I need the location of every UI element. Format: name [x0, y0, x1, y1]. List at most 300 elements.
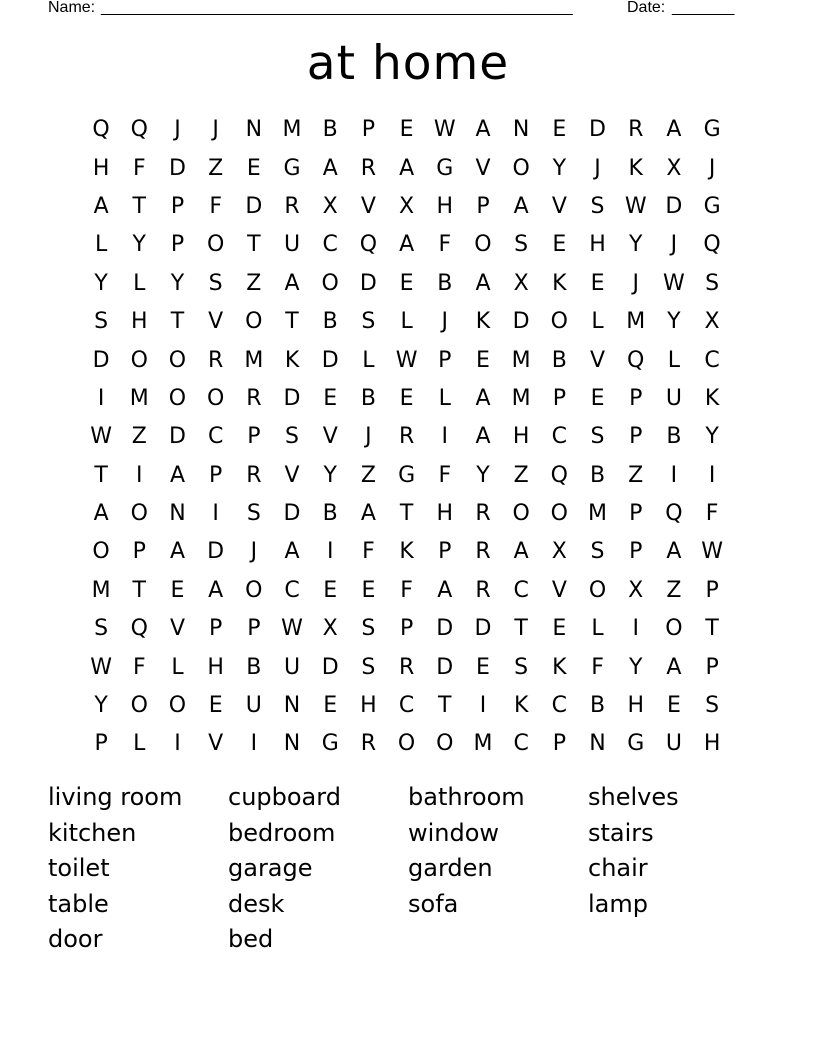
grid-row — [82, 457, 732, 495]
grid-letter: O — [512, 155, 530, 181]
grid-letter: W — [701, 539, 723, 565]
grid-letter: V — [169, 616, 185, 642]
grid-letter: D — [283, 385, 301, 411]
grid-letter: P — [247, 424, 261, 450]
word-list-item: chair — [588, 854, 648, 882]
grid-letter: P — [209, 616, 223, 642]
grid-letter: C — [513, 731, 529, 757]
word-list-item: living room — [48, 783, 183, 811]
grid-letter: E — [590, 270, 605, 296]
grid-letter: V — [590, 347, 606, 373]
page-title: at home — [306, 36, 510, 91]
grid-letter: S — [361, 309, 376, 335]
grid-letter: H — [92, 155, 110, 181]
grid-letter: A — [399, 155, 415, 181]
grid-letter: A — [399, 232, 415, 258]
grid-letter: A — [475, 385, 491, 411]
grid-letter: Y — [628, 654, 643, 680]
grid-row — [82, 572, 732, 610]
grid-letter: S — [285, 424, 300, 450]
grid-letter: D — [436, 654, 454, 680]
grid-letter: B — [551, 347, 567, 373]
grid-letter: X — [322, 616, 338, 642]
grid-letter: I — [326, 539, 334, 565]
grid-letter: E — [323, 385, 338, 411]
word-list — [48, 780, 768, 958]
grid-letter: X — [513, 270, 529, 296]
grid-letter: Y — [170, 270, 185, 296]
word-list-item: table — [48, 889, 109, 918]
grid-letter: N — [589, 731, 606, 757]
grid-letter: P — [629, 501, 643, 527]
word-list-item: toilet — [48, 854, 110, 882]
grid-letter: W — [281, 616, 303, 642]
word-list-item: garden — [408, 854, 493, 882]
grid-letter: O — [130, 347, 148, 373]
grid-letter: E — [476, 347, 490, 373]
grid-letter: W — [90, 424, 112, 450]
grid-letter: K — [284, 347, 300, 373]
grid-letter: T — [170, 309, 185, 335]
grid-letter: P — [629, 424, 643, 450]
grid-letter: P — [552, 385, 566, 411]
grid-letter: W — [624, 193, 647, 219]
grid-letter: E — [552, 117, 567, 143]
grid-letter: X — [666, 155, 682, 181]
grid-letter: I — [174, 731, 181, 757]
grid-letter: P — [94, 731, 108, 757]
grid-letter: T — [438, 693, 452, 719]
word-list-item: shelves — [588, 783, 679, 811]
grid-letter: S — [94, 616, 109, 642]
grid-letter: L — [133, 270, 146, 296]
grid-letter: L — [400, 309, 413, 335]
grid-letter: Z — [666, 577, 682, 603]
grid-letter: P — [438, 347, 452, 373]
grid-letter: R — [208, 347, 224, 373]
grid-letter: Z — [628, 462, 644, 488]
grid-letter: A — [475, 117, 491, 143]
grid-letter: G — [398, 462, 416, 488]
grid-letter: O — [512, 501, 530, 527]
grid-letter: E — [476, 654, 490, 680]
grid-letter: F — [705, 501, 719, 527]
word-list-item: sofa — [408, 889, 459, 918]
grid-letter: V — [208, 309, 224, 335]
grid-letter: E — [399, 385, 414, 411]
grid-letter: H — [131, 309, 148, 335]
grid-letter: I — [479, 693, 487, 719]
grid-row — [82, 226, 732, 264]
grid-letter: R — [475, 539, 491, 565]
grid-letter: X — [628, 577, 644, 603]
grid-letter: N — [169, 501, 186, 527]
grid-letter: M — [588, 501, 608, 527]
grid-letter: I — [212, 501, 219, 527]
grid-letter: O — [168, 347, 187, 373]
grid-letter: I — [250, 731, 258, 757]
grid-row — [82, 533, 732, 571]
grid-letter: A — [666, 654, 682, 680]
grid-letter: B — [360, 385, 376, 411]
grid-letter: V — [208, 731, 224, 757]
grid-letter: Q — [130, 616, 148, 642]
grid-letter: K — [552, 654, 567, 680]
grid-letter: I — [136, 462, 143, 488]
grid-letter: M — [129, 385, 149, 411]
grid-letter: A — [360, 501, 376, 527]
grid-letter: F — [400, 577, 413, 603]
grid-letter: P — [476, 193, 490, 219]
grid-row — [82, 610, 732, 648]
grid-letter: S — [246, 501, 261, 527]
grid-letter: K — [552, 270, 567, 296]
grid-letter: J — [594, 155, 601, 181]
grid-letter: T — [285, 309, 299, 335]
grid-letter: A — [322, 155, 338, 181]
grid-letter: K — [475, 309, 491, 335]
word-list-item: desk — [228, 889, 285, 918]
grid-letter: B — [589, 462, 606, 488]
grid-letter: Q — [550, 462, 568, 488]
grid-letter: Z — [208, 155, 224, 181]
grid-letter: O — [397, 731, 416, 757]
grid-letter: L — [591, 616, 604, 642]
grid-letter: D — [92, 347, 110, 373]
grid-letter: X — [704, 309, 720, 335]
grid-letter: P — [361, 117, 376, 143]
grid-letter: J — [632, 270, 639, 296]
grid-letter: X — [322, 193, 338, 219]
date-label: Date: — [627, 0, 666, 16]
word-list-item: door — [48, 925, 103, 953]
grid-letter: Z — [360, 462, 376, 488]
grid-row — [82, 495, 732, 533]
grid-letter: R — [475, 577, 491, 603]
header-line — [48, 0, 748, 20]
grid-letter: H — [703, 731, 721, 757]
grid-letter: D — [321, 347, 339, 373]
grid-letter: R — [398, 424, 415, 450]
grid-letter: T — [132, 577, 146, 603]
grid-letter: H — [589, 232, 606, 258]
grid-letter: F — [132, 155, 146, 181]
grid-letter: S — [590, 424, 605, 450]
grid-letter: L — [171, 654, 184, 680]
grid-letter: F — [438, 232, 452, 258]
grid-row — [82, 303, 732, 341]
grid-letter: T — [132, 193, 146, 219]
grid-letter: G — [321, 731, 339, 757]
grid-letter: O — [168, 693, 187, 719]
grid-letter: V — [551, 193, 567, 219]
grid-letter: F — [132, 654, 146, 680]
grid-letter: P — [170, 232, 185, 258]
grid-letter: S — [361, 654, 376, 680]
grid-letter: E — [170, 577, 185, 603]
word-list-item: window — [408, 818, 500, 847]
grid-letter: S — [590, 539, 605, 565]
grid-letter: B — [322, 117, 338, 143]
grid-letter: D — [168, 155, 186, 181]
grid-letter: E — [666, 693, 681, 719]
grid-letter: D — [207, 539, 225, 565]
grid-letter: C — [513, 577, 529, 603]
grid-letter: R — [246, 385, 262, 411]
grid-letter: V — [284, 462, 300, 488]
grid-letter: K — [399, 539, 414, 565]
date-blank-line: _______ — [672, 0, 735, 16]
grid-letter: J — [250, 539, 258, 565]
grid-letter: B — [589, 693, 606, 719]
grid-letter: N — [283, 731, 301, 757]
grid-letter: H — [207, 654, 224, 680]
word-list-item: kitchen — [48, 818, 137, 847]
grid-letter: R — [475, 501, 491, 527]
grid-letter: L — [133, 731, 146, 757]
grid-letter: M — [511, 385, 531, 411]
grid-letter: V — [360, 193, 376, 219]
grid-letter: P — [705, 577, 719, 603]
grid-letter: I — [441, 424, 449, 450]
grid-letter: R — [628, 117, 644, 143]
grid-row — [82, 725, 732, 763]
grid-letter: Z — [131, 424, 147, 450]
word-list-item: bed — [228, 925, 274, 953]
grid-letter: O — [130, 693, 148, 719]
grid-letter: O — [550, 309, 568, 335]
grid-row — [82, 111, 732, 149]
grid-letter: B — [322, 501, 338, 527]
grid-letter: P — [629, 539, 643, 565]
grid-letter: P — [552, 731, 566, 757]
grid-letter: C — [322, 232, 338, 258]
grid-letter: W — [90, 654, 112, 680]
grid-letter: E — [552, 616, 567, 642]
grid-letter: J — [212, 117, 219, 143]
grid-letter: E — [361, 577, 376, 603]
grid-letter: T — [705, 616, 719, 642]
grid-letter: C — [551, 693, 568, 719]
grid-letter: C — [704, 347, 720, 373]
grid-row — [82, 418, 732, 456]
grid-letter: I — [632, 616, 639, 642]
grid-letter: J — [441, 309, 449, 335]
grid-letter: J — [670, 232, 678, 258]
grid-row — [82, 265, 732, 303]
grid-letter: I — [97, 385, 105, 411]
grid-letter: N — [512, 117, 530, 143]
grid-letter: L — [591, 309, 604, 335]
grid-row — [82, 380, 732, 418]
grid-letter: W — [395, 347, 418, 373]
grid-row — [82, 188, 732, 226]
grid-letter: O — [92, 539, 110, 565]
grid-letter: Q — [703, 232, 721, 258]
grid-letter: F — [362, 539, 375, 565]
grid-letter: Y — [476, 462, 490, 488]
grid-letter: H — [360, 693, 377, 719]
grid-letter: E — [399, 117, 414, 143]
grid-letter: Y — [705, 424, 719, 450]
grid-letter: L — [667, 347, 681, 373]
grid-letter: A — [666, 539, 682, 565]
grid-letter: K — [513, 693, 529, 719]
grid-letter: V — [475, 155, 491, 181]
grid-letter: A — [284, 539, 300, 565]
grid-letter: Y — [667, 309, 681, 335]
grid-letter: O — [474, 232, 492, 258]
grid-letter: O — [206, 385, 225, 411]
grid-letter: A — [437, 577, 453, 603]
word-list-item: lamp — [588, 889, 648, 918]
grid-letter: D — [589, 117, 606, 143]
grid-letter: P — [399, 616, 414, 642]
grid-letter: D — [168, 424, 186, 450]
grid-letter: Q — [130, 117, 148, 143]
grid-letter: O — [206, 232, 225, 258]
grid-letter: E — [590, 385, 605, 411]
grid-letter: Z — [246, 270, 262, 296]
name-blank-line: _____________________________________________________ — [101, 0, 573, 16]
grid-letter: H — [436, 501, 454, 527]
grid-letter: Y — [323, 462, 337, 488]
grid-letter: I — [670, 462, 678, 488]
grid-letter: D — [436, 616, 454, 642]
grid-letter: Y — [132, 232, 146, 258]
grid-letter: S — [590, 193, 605, 219]
word-list-item: cupboard — [228, 783, 341, 811]
grid-letter: G — [283, 155, 301, 181]
grid-letter: D — [245, 193, 263, 219]
grid-letter: A — [475, 270, 491, 296]
grid-letter: B — [246, 654, 262, 680]
grid-letter: Z — [513, 462, 529, 488]
grid-letter: S — [208, 270, 223, 296]
grid-letter: F — [591, 654, 604, 680]
grid-letter: U — [283, 654, 301, 680]
grid-letter: S — [361, 616, 376, 642]
grid-row — [82, 341, 732, 379]
grid-letter: A — [475, 424, 491, 450]
grid-letter: P — [438, 539, 452, 565]
grid-letter: T — [247, 232, 261, 258]
grid-letter: Y — [628, 232, 643, 258]
grid-letter: S — [705, 693, 720, 719]
grid-letter: U — [283, 232, 301, 258]
grid-letter: H — [512, 424, 530, 450]
grid-letter: A — [169, 462, 185, 488]
grid-letter: F — [438, 462, 452, 488]
grid-letter: S — [94, 309, 109, 335]
grid-letter: S — [514, 654, 529, 680]
grid-letter: Y — [552, 155, 567, 181]
grid-letter: F — [209, 193, 222, 219]
grid-letter: J — [174, 117, 181, 143]
grid-letter: B — [666, 424, 682, 450]
grid-letter: D — [512, 309, 530, 335]
grid-letter: K — [704, 385, 720, 411]
grid-letter: G — [627, 731, 645, 757]
grid-letter: L — [94, 232, 108, 258]
grid-letter: R — [284, 193, 300, 219]
grid-letter: O — [130, 501, 148, 527]
word-list-item: stairs — [588, 818, 654, 847]
grid-letter: B — [322, 309, 338, 335]
grid-letter: M — [511, 347, 531, 373]
grid-letter: C — [207, 424, 224, 450]
grid-letter: I — [708, 462, 716, 488]
grid-letter: R — [360, 155, 377, 181]
grid-letter: T — [514, 616, 528, 642]
grid-letter: A — [284, 270, 300, 296]
grid-letter: M — [282, 117, 302, 143]
grid-letter: P — [170, 193, 185, 219]
grid-letter: V — [551, 577, 567, 603]
grid-letter: J — [365, 424, 372, 450]
grid-letter: G — [436, 155, 454, 181]
word-list-item: bedroom — [228, 818, 336, 847]
grid-letter: P — [132, 539, 146, 565]
grid-letter: D — [359, 270, 377, 296]
grid-letter: E — [552, 232, 567, 258]
grid-letter: G — [703, 193, 721, 219]
word-list-item: bathroom — [408, 783, 525, 811]
grid-letter: Q — [92, 117, 110, 143]
grid-letter: O — [436, 731, 454, 757]
grid-letter: D — [283, 501, 301, 527]
grid-letter: E — [246, 155, 261, 181]
grid-letter: T — [94, 462, 108, 488]
grid-letter: C — [398, 693, 415, 719]
grid-letter: D — [665, 193, 683, 219]
grid-letter: O — [588, 577, 607, 603]
grid-letter: C — [551, 424, 568, 450]
grid-letter: P — [247, 616, 261, 642]
grid-letter: T — [399, 501, 414, 527]
grid-letter: C — [284, 577, 300, 603]
grid-letter: V — [322, 424, 338, 450]
grid-letter: E — [208, 693, 223, 719]
grid-letter: Y — [94, 693, 108, 719]
grid-letter: N — [283, 693, 301, 719]
grid-letter: O — [245, 309, 263, 335]
grid-letter: O — [665, 616, 683, 642]
grid-letter: M — [626, 309, 646, 335]
grid-letter: D — [474, 616, 492, 642]
grid-letter: O — [168, 385, 187, 411]
grid-letter: R — [360, 731, 377, 757]
grid-letter: R — [246, 462, 262, 488]
grid-letter: U — [665, 731, 682, 757]
grid-letter: M — [244, 347, 264, 373]
grid-letter: A — [93, 501, 109, 527]
grid-letter: U — [665, 385, 682, 411]
word-list-item: garage — [228, 854, 313, 882]
grid-letter: S — [514, 232, 529, 258]
grid-letter: L — [438, 385, 451, 411]
name-label: Name: — [48, 0, 96, 16]
grid-letter: P — [209, 462, 223, 488]
grid-letter: X — [551, 539, 567, 565]
grid-letter: O — [550, 501, 568, 527]
grid-letter: H — [436, 193, 454, 219]
grid-letter: W — [663, 270, 685, 296]
grid-row — [82, 648, 732, 686]
grid-letter: A — [208, 577, 224, 603]
grid-letter: H — [627, 693, 644, 719]
grid-letter: R — [398, 654, 415, 680]
